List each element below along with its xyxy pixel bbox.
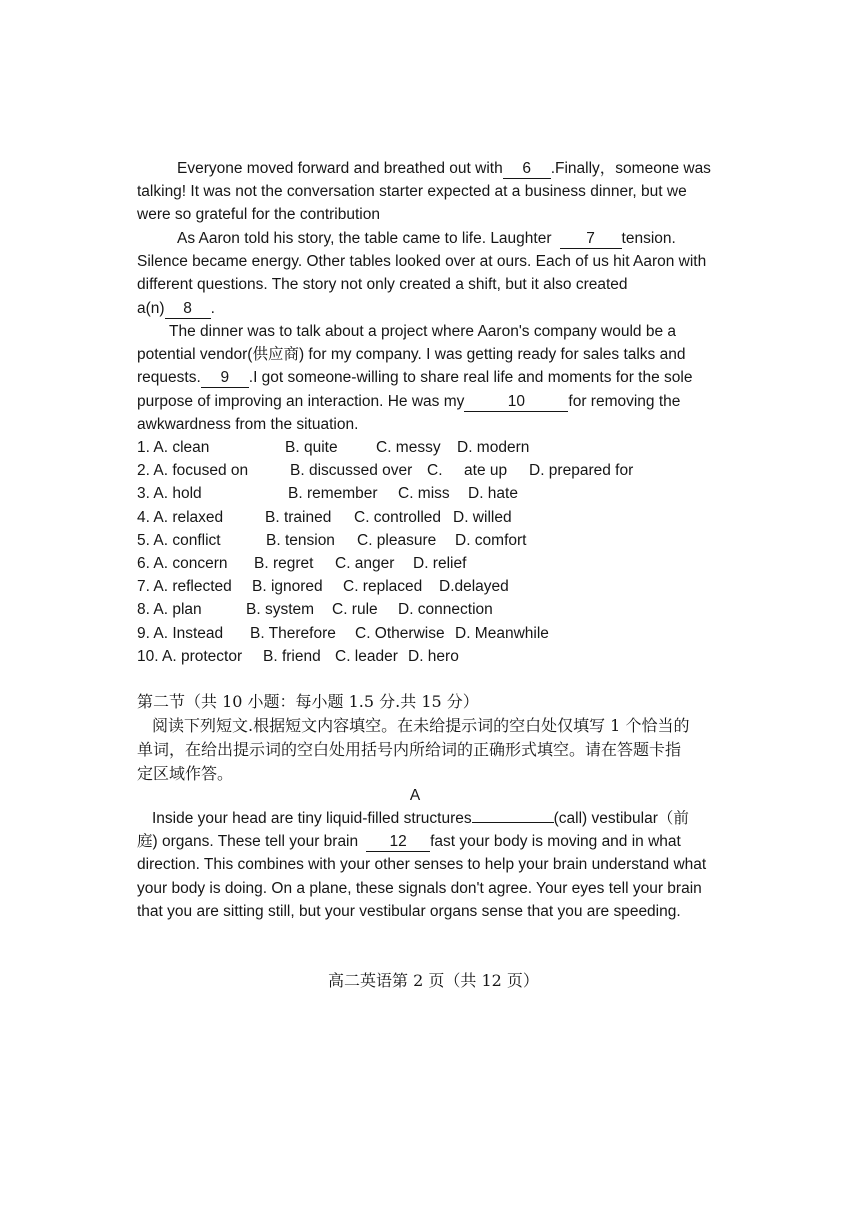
option-row — [137, 436, 697, 459]
blank-7: 7 — [560, 230, 622, 249]
option-b: B. Therefore — [250, 624, 336, 642]
text-line: that you are sitting still, but your vestibular organs sense that you are speeding. — [137, 902, 681, 920]
option-row — [137, 529, 697, 552]
option-b: B. system — [246, 601, 315, 619]
option-b: B. discussed over — [290, 462, 413, 480]
blank-10: 10 — [464, 393, 568, 412]
option-row — [137, 482, 697, 505]
text-line: a(n) 8 . — [137, 299, 215, 317]
option-b: B. ignored — [252, 578, 323, 596]
option-a: 6. A. concern — [137, 554, 228, 572]
text-line: direction. This combines with your other senses to help your brain understand what — [137, 856, 707, 874]
option-c: C. Otherwise — [355, 624, 445, 642]
section-title: 第二节（共 10 小题：每小题 1.5 分.共 15 分） — [137, 692, 479, 711]
text-line: potential vendor(供应商) for my company. I was getting ready for sales talks and — [137, 346, 686, 364]
option-b: B. tension — [266, 531, 335, 549]
option-a: 2. A. focused on — [137, 462, 249, 480]
option-c: C. replaced — [343, 578, 423, 596]
text-line: were so grateful for the contribution — [137, 206, 380, 224]
answer-options — [137, 436, 697, 668]
option-d: D.delayed — [439, 578, 509, 596]
text-line: 阅读下列短文.根据短文内容填空。在未给提示词的空白处仅填写 1 个恰当的 — [152, 716, 690, 735]
option-c: C. anger — [335, 554, 395, 572]
text-line: 庭) organs. These tell your brain 12 fast your body is moving and in what — [137, 833, 681, 851]
passage-label: A — [409, 787, 421, 804]
option-d: D. relief — [413, 554, 467, 572]
option-b: B. remember — [288, 485, 378, 503]
option-d: D. comfort — [455, 531, 527, 549]
option-row — [137, 598, 697, 621]
blank-9: 9 — [201, 369, 249, 388]
option-a: 3. A. hold — [137, 485, 202, 503]
page-footer: 高二英语第 2 页（共 12 页） — [328, 971, 539, 990]
option-b: B. quite — [285, 439, 338, 456]
option-c: C. ate up — [427, 462, 508, 480]
passage-paragraph-1 — [137, 157, 711, 227]
option-a: 7. A. reflected — [137, 578, 232, 596]
passage-paragraph-2 — [137, 227, 707, 320]
option-a: 9. A. Instead — [137, 624, 224, 642]
option-c: C. leader — [335, 647, 398, 665]
blank-12: 12 — [366, 833, 430, 852]
option-b: B. friend — [263, 647, 321, 665]
option-a: 4. A. relaxed — [137, 508, 224, 526]
text-line: As Aaron told his story, the table came to life. Laughter 7 tension. — [177, 230, 676, 247]
option-a: 5. A. conflict — [137, 531, 221, 549]
option-c: C. pleasure — [357, 531, 437, 549]
text-line: 定区域作答。 — [137, 764, 234, 783]
text-line: different questions. The story not only created a shift, but it also created — [137, 276, 628, 294]
option-row — [137, 459, 697, 482]
text-line: The dinner was to talk about a project where Aaron's company would be a — [169, 323, 677, 340]
blank-11 — [472, 822, 554, 823]
option-d: D. Meanwhile — [455, 624, 549, 642]
text-line: Inside your head are tiny liquid-filled structures (call) vestibular（前 — [152, 810, 689, 827]
text-line: 单词，在给出提示词的空白处用括号内所给词的正确形式填空。请在答题卡指 — [137, 740, 682, 759]
passage-a-paragraph-1 — [137, 807, 707, 923]
option-c: C. messy — [376, 439, 441, 456]
option-a: 1. A. clean — [137, 439, 210, 456]
option-d: D. modern — [457, 439, 530, 456]
option-row — [137, 552, 697, 575]
section-instructions — [137, 714, 697, 786]
option-row — [137, 622, 697, 645]
text-line: requests. 9 .I got someone-willing to share real life and moments for the sole — [137, 369, 693, 387]
option-c: C. rule — [332, 601, 378, 619]
option-d: D. willed — [453, 508, 512, 526]
option-d: D. prepared for — [529, 462, 634, 480]
text-line: talking! It was not the conversation starter expected at a business dinner, but we — [137, 183, 687, 201]
option-row — [137, 506, 697, 529]
option-c: C. miss — [398, 485, 450, 503]
option-row — [137, 575, 697, 598]
text-line: purpose of improving an interaction. He was my 10 for removing the — [137, 392, 681, 410]
option-a: 8. A. plan — [137, 601, 202, 619]
text-line: your body is doing. On a plane, these signals don't agree. Your eyes tell your brain — [137, 879, 702, 897]
blank-8: 8 — [165, 300, 211, 319]
option-a: 10. A. protector — [137, 647, 243, 665]
option-row — [137, 645, 697, 668]
option-d: D. hero — [408, 647, 459, 665]
option-c: C. controlled — [354, 508, 442, 526]
blank-6: 6 — [503, 160, 551, 179]
passage-paragraph-3 — [137, 320, 697, 436]
option-b: B. trained — [265, 508, 332, 526]
text-line: Everyone moved forward and breathed out with 6 .Finally，someone was — [177, 160, 711, 177]
option-d: D. connection — [398, 601, 493, 619]
text-line: Silence became energy. Other tables looked over at ours. Each of us hit Aaron with — [137, 253, 707, 271]
text-line: awkwardness from the situation. — [137, 415, 359, 433]
option-d: D. hate — [468, 485, 518, 503]
option-b: B. regret — [254, 554, 314, 572]
